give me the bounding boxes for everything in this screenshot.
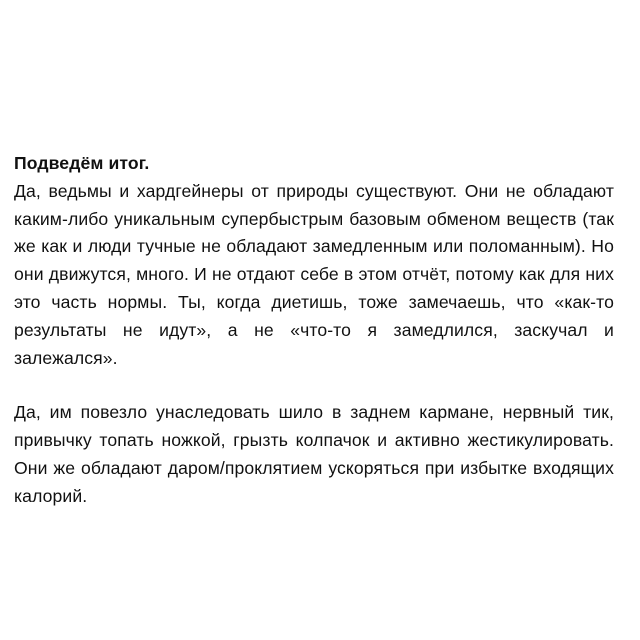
text-block (14, 150, 614, 511)
paragraph-2: Да, им повезло унаследовать шило в заднем кармане, нервный тик, привычку топать ножкой, грызть колпачок и активно жестикулировать. Они же обладают даром/проклятием ускоряться при избытке входящих калорий. (14, 402, 614, 506)
paragraph-1: Да, ведьмы и хардгейнеры от природы существуют. Они не обладают каким-либо уникальным супербыстрым базовым обменом веществ (так же как и люди тучные не обладают замедленным или поломанным). Но они движутся, много. И не отдают себе в этом отчёт, потому как для них это часть нормы. Ты, когда диетишь, тоже замечаешь, что «как-то результаты не идут», а не «что-то я замедлился, заскучал и залежался». (14, 180, 614, 368)
heading: Подведём итог. (14, 153, 150, 173)
